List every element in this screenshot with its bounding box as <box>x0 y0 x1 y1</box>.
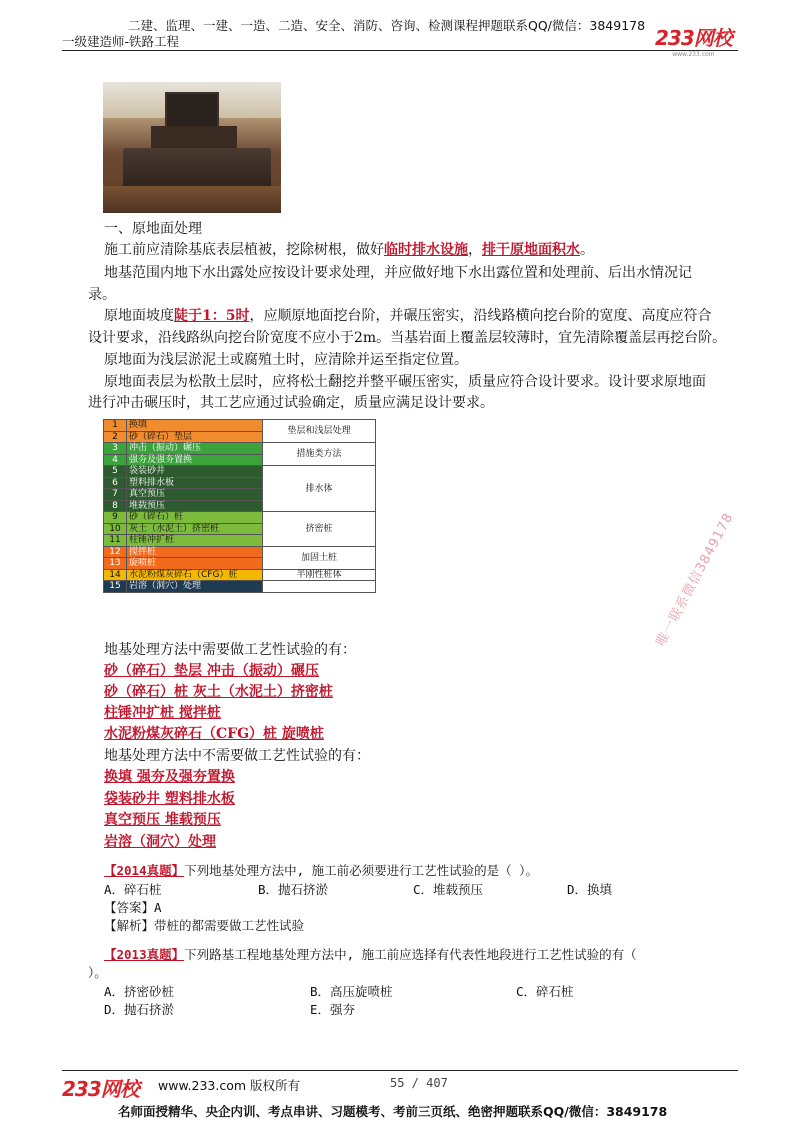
table-row: 2 砂（碎石）垫层 <box>104 431 376 443</box>
table-row: 6 塑料排水板 <box>104 477 376 489</box>
table-row: 12 搅拌桩 加固土桩 <box>104 546 376 558</box>
ground-treatment-methods-table <box>103 419 376 593</box>
question-2013-option: E．强夯 <box>310 1002 356 1017</box>
table-row: 11 柱锤冲扩桩 <box>104 535 376 547</box>
question-2014-option: D．换填 <box>567 882 613 897</box>
paragraph-2-cont: 录。 <box>88 287 116 303</box>
page-number: 55 / 407 <box>390 1076 448 1090</box>
table-row: 3 冲击（振动）碾压 措施类方法 <box>104 443 376 455</box>
paragraph-1: 施工前应清除基底表层植被，挖除树根，做好临时排水设施，排干原地面积水。 <box>104 242 594 258</box>
watermark: 唯一联系微信3849178 <box>653 510 737 649</box>
table-row: 1 换填 垫层和浅层处理 <box>104 420 376 432</box>
table-row: 5 袋装砂井 排水体 <box>104 466 376 478</box>
footer-copyright: www.233.com 版权所有 <box>158 1078 300 1093</box>
header-promo: 二建、监理、一建、一造、二造、安全、消防、咨询、检测课程押题联系QQ/微信：3849178 <box>128 18 646 33</box>
table-row: 13 旋喷桩 <box>104 558 376 570</box>
need-test-line: 砂（碎石）桩 灰土（水泥土）挤密桩 <box>104 684 333 700</box>
question-2014-option: C．堆载预压 <box>413 882 484 897</box>
no-test-line: 换填 强夯及强夯置换 <box>104 769 235 785</box>
question-2013-stem: 【2013真题】下列路基工程地基处理方法中, 施工前应选择有代表性地段进行工艺性试验的有（ <box>104 947 637 962</box>
brand-logo: 233网校 www.233.com <box>655 26 732 58</box>
header-divider <box>62 50 738 51</box>
question-2013-option: B．高压旋喷桩 <box>310 984 393 999</box>
table-row: 15 岩溶（洞穴）处理 <box>104 581 376 593</box>
need-test-line: 柱锤冲扩桩 搅拌桩 <box>104 705 221 721</box>
question-2013-option: D．抛石挤淤 <box>104 1002 175 1017</box>
paragraph-3-cont: 设计要求，沿线路纵向挖台阶宽度不应小于2m。当基岩面上覆盖层较薄时，宜先清除覆盖层再挖台阶。 <box>88 330 727 346</box>
paragraph-3: 原地面坡度陡于1：5时，应顺原地面挖台阶，并碾压密实，沿线路横向挖台阶的宽度、高度应符合 <box>104 308 712 324</box>
section-heading: 一、原地面处理 <box>104 221 202 237</box>
table-row: 8 堆载预压 <box>104 500 376 512</box>
no-test-line: 真空预压 堆载预压 <box>104 812 221 828</box>
question-2013-stem-cont: ）。 <box>88 965 107 980</box>
question-2014-option: A．碎石桩 <box>104 882 162 897</box>
document-subtitle: 一级建造师-铁路工程 <box>62 34 180 49</box>
no-test-line: 岩溶（洞穴）处理 <box>104 834 216 850</box>
bulldozer-photo <box>103 82 281 213</box>
table-row: 4 强夯及强夯置换 <box>104 454 376 466</box>
need-test-line: 砂（碎石）垫层 冲击（振动）碾压 <box>104 663 319 679</box>
paragraph-5-cont: 进行冲击碾压时，其工艺应通过试验确定，质量应满足设计要求。 <box>88 395 494 411</box>
paragraph-5: 原地面表层为松散土层时，应将松土翻挖并整平碾压密实，质量应符合设计要求。设计要求原地面 <box>104 374 706 390</box>
question-2014-option: B．抛石挤淤 <box>258 882 329 897</box>
footer-promo: 名师面授精华、央企内训、考点串讲、习题模考、考前三页纸、绝密押题联系QQ/微信：3849178 <box>118 1104 668 1119</box>
no-test-heading: 地基处理方法中不需要做工艺性试验的有： <box>104 748 370 764</box>
question-2013-option: C．碎石桩 <box>516 984 574 999</box>
question-2014-stem: 【2014真题】下列地基处理方法中, 施工前必须要进行工艺性试验的是（ ）。 <box>104 863 538 878</box>
need-test-line: 水泥粉煤灰碎石（CFG）桩 旋喷桩 <box>104 726 324 742</box>
question-2014-answer: 【答案】A <box>104 900 162 915</box>
table-row: 14 水泥粉煤灰碎石（CFG）桩 半刚性桩体 <box>104 569 376 581</box>
paragraph-4: 原地面为浅层淤泥土或腐殖土时，应清除并运至指定位置。 <box>104 352 468 368</box>
table-row: 9 砂（碎石）桩 挤密桩 <box>104 512 376 524</box>
no-test-line: 袋装砂井 塑料排水板 <box>104 791 235 807</box>
need-test-heading: 地基处理方法中需要做工艺性试验的有： <box>104 642 356 658</box>
question-2014-analysis: 【解析】带桩的都需要做工艺性试验 <box>104 918 305 933</box>
table-row: 10 灰土（水泥土）挤密桩 <box>104 523 376 535</box>
paragraph-2: 地基范围内地下水出露处应按设计要求处理，并应做好地下水出露位置和处理前、后出水情况记 <box>104 265 692 281</box>
table-row: 7 真空预压 <box>104 489 376 501</box>
footer-divider <box>62 1070 738 1071</box>
footer-logo: 233网校 <box>62 1077 139 1101</box>
question-2013-option: A．挤密砂桩 <box>104 984 175 999</box>
